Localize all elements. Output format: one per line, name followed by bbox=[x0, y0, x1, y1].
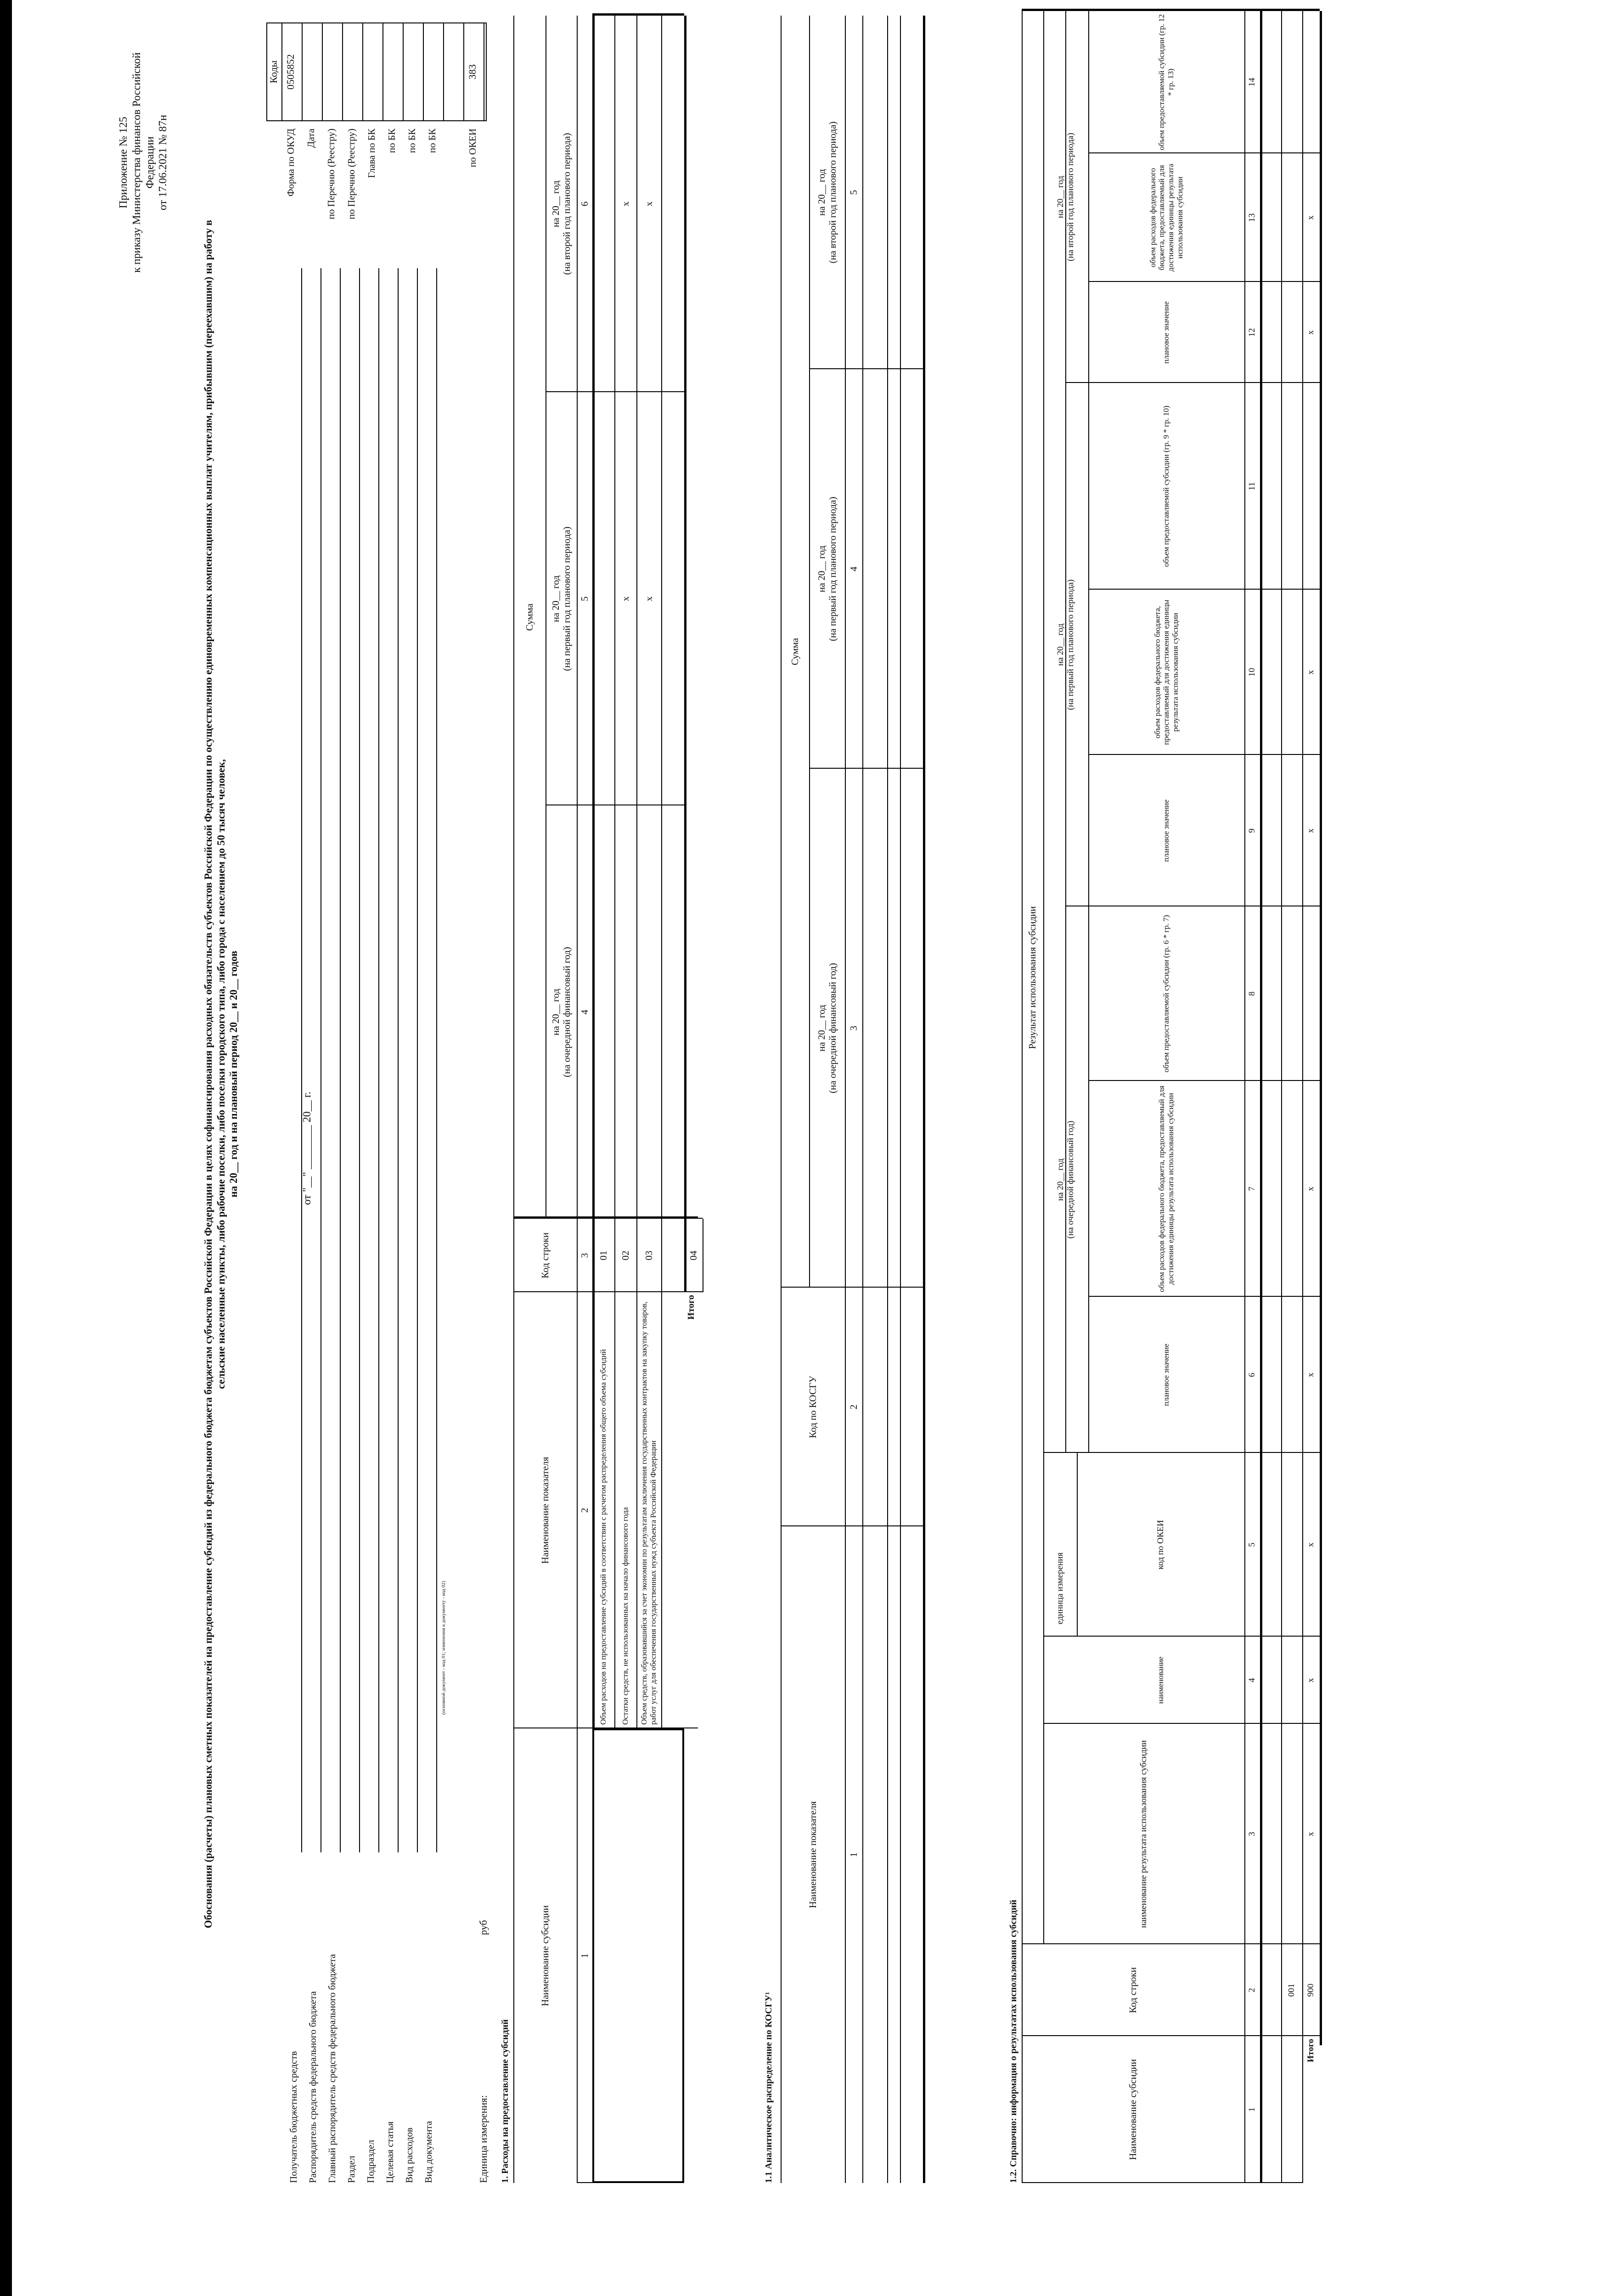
sec12-total-code: 900 bbox=[1306, 1983, 1316, 1997]
table-rule bbox=[378, 268, 379, 1852]
sec12-total-x: x bbox=[1306, 1678, 1316, 1683]
codes-label: Глава по БК bbox=[366, 129, 377, 178]
sec12-subcol: плановое значение bbox=[1162, 799, 1171, 862]
sec1-col-num: 4 bbox=[579, 1009, 590, 1015]
sec1-col-sum: Сумма bbox=[523, 603, 535, 631]
sec12-total-x: x bbox=[1306, 828, 1316, 833]
table-rule bbox=[900, 16, 901, 2183]
sec11-col-num: 2 bbox=[848, 1404, 859, 1410]
table-rule bbox=[417, 268, 418, 1852]
sec12-row-code: 001 bbox=[1287, 1983, 1297, 1997]
sec12-col-y2-year: на 20__ год bbox=[1056, 623, 1066, 666]
sec11-col-y3 bbox=[809, 16, 845, 369]
sec11-col-kosgu: Код по КОСГУ bbox=[807, 1376, 818, 1438]
section12-title: 1.2. Справочно: информация о результатах использования субсидий bbox=[1008, 1900, 1018, 2183]
sec1-col-y3-year: на 20__ год bbox=[550, 180, 561, 227]
sec12-col-num: 1 bbox=[1247, 2107, 1257, 2112]
sec12-col-result-name: наименование результата использования субсидии bbox=[1139, 1740, 1149, 1928]
sec1-row-code: 03 bbox=[643, 1250, 654, 1261]
sec12-col-y2-period: (на первый год планового периода) bbox=[1066, 579, 1075, 710]
sec12-col-y1-year: на 20__ год bbox=[1056, 1158, 1066, 1201]
sec11-col-y1 bbox=[809, 769, 845, 1288]
codes-value bbox=[422, 23, 442, 121]
table-rule bbox=[684, 1291, 703, 1292]
sec1-col-y1-period: (на очередной финансовый год) bbox=[561, 947, 572, 1077]
sec12-col-num: 14 bbox=[1247, 78, 1257, 87]
codes-label: по Перечню (Реестру) bbox=[325, 129, 337, 219]
section1-title: 1. Расходы на предоставление субсидий bbox=[500, 2019, 510, 2183]
title-date: от "__" ________ 20__ г. bbox=[301, 1092, 313, 1205]
scan-edge-top bbox=[0, 0, 12, 2296]
table-rule bbox=[1260, 11, 1262, 2183]
sec11-col-y2-period: (на первый год планового периода) bbox=[827, 496, 838, 642]
sec11-col-sum: Сумма bbox=[789, 638, 800, 665]
sec1-row-y1 bbox=[636, 805, 661, 1219]
appendix-date: от 17.06.2021 № 87н bbox=[157, 115, 169, 210]
field-label-section: Раздел bbox=[345, 2155, 357, 2183]
sec12-col-y2 bbox=[1043, 383, 1088, 906]
table-rule bbox=[862, 16, 863, 2183]
sec12-col-unit-okei: код по ОКЕИ bbox=[1155, 1520, 1165, 1570]
codes-header: Коды bbox=[268, 60, 279, 84]
sec12-total-x: x bbox=[1306, 215, 1316, 220]
sec12-subcol: объем расходов федерального бюджета, предоставляемый для достижения единицы результата использования субсидии bbox=[1157, 1086, 1175, 1292]
page-title bbox=[202, 29, 240, 2119]
sec1-row-y2 bbox=[592, 392, 614, 805]
sec11-col-num: 3 bbox=[848, 1025, 859, 1031]
sec11-col-num: 4 bbox=[848, 566, 859, 572]
codes-label: по БК bbox=[386, 129, 397, 153]
sec12-total-x: x bbox=[1306, 1187, 1316, 1191]
sec1-row-y1 bbox=[614, 805, 636, 1219]
sec1-row-code: 01 bbox=[597, 1250, 609, 1261]
sec12-subcol: плановое значение bbox=[1162, 1344, 1171, 1406]
sec12-col-y3 bbox=[1043, 11, 1088, 383]
sec1-row-name: Объем средств, образовавшийся за счет экономии по результатам заключения государственных контрактов на закупку товаров, работ услуг для обеспечения государственных нужд субъекта Российской Федерации bbox=[640, 1301, 658, 1725]
sec12-col-code: Код строки bbox=[1127, 1967, 1139, 2013]
sec12-col-num: 13 bbox=[1247, 213, 1257, 222]
codes-label: Форма по ОКУД bbox=[285, 129, 296, 197]
codes-label: по БК bbox=[406, 129, 417, 153]
sec1-row-y3 bbox=[592, 16, 614, 392]
sec11-col-y3-period: (на второй год планового периода) bbox=[827, 121, 838, 264]
field-label-recipient: Получатель бюджетных средств bbox=[287, 2051, 299, 2183]
codes-label bbox=[442, 126, 462, 291]
sec12-subcol: объем расходов федерального бюджета, предоставляемый для достижения единицы результата использования субсидии bbox=[1153, 599, 1180, 745]
sec1-col-y3-period: (на второй год планового периода) bbox=[561, 133, 572, 275]
sec1-col-num: 2 bbox=[579, 1508, 590, 1513]
table-rule bbox=[436, 268, 437, 1852]
sec12-subcol: объем предоставляемой субсидии (гр. 12 * гр. 13) bbox=[1157, 14, 1175, 151]
sec1-row-y2: x bbox=[619, 596, 631, 602]
sec12-col-y3-year: на 20__ год bbox=[1056, 175, 1066, 219]
field-label-doc-type: Вид документа bbox=[422, 2121, 434, 2183]
doc-type-note: (основной документ - код 01; изменения к документу - код 02) bbox=[441, 1581, 446, 1715]
sec11-col-y3-year: на 20__ год bbox=[816, 169, 827, 216]
table-rule bbox=[1281, 11, 1282, 2183]
sec12-col-num: 8 bbox=[1247, 991, 1257, 996]
table-rule bbox=[340, 268, 341, 1852]
table-rule bbox=[887, 16, 888, 2183]
sec12-col-y1-period: (на очередной финансовый год) bbox=[1066, 1120, 1075, 1239]
codes-value bbox=[301, 23, 321, 121]
sec11-col-indicator: Наименование показателя bbox=[807, 1801, 818, 1908]
sec11-col-y1-year: на 20__ год bbox=[816, 1005, 827, 1052]
appendix-number: Приложение № 125 bbox=[118, 117, 129, 208]
sec1-total-label: Итого bbox=[686, 1295, 696, 1320]
sec1-row-code: 02 bbox=[619, 1250, 631, 1261]
sec12-subcol: объем расходов федерального бюджета, предоставляемый для достижения единицы результата использования субсидии bbox=[1148, 163, 1184, 272]
sec12-total-x: x bbox=[1306, 670, 1316, 675]
sec12-col-num: 9 bbox=[1247, 828, 1257, 833]
sec12-col-subsidy: Наименование субсидии bbox=[1127, 2059, 1139, 2160]
sec1-col-num: 6 bbox=[579, 201, 590, 207]
codes-value bbox=[321, 23, 341, 121]
sec1-col-y3 bbox=[546, 16, 577, 392]
field-label-target-item: Целевая статья bbox=[384, 2121, 395, 2183]
sec12-total-label: Итого bbox=[1306, 2039, 1316, 2063]
sec12-col-num: 2 bbox=[1247, 1988, 1257, 1992]
sec12-subcol: объем предоставляемой субсидии (гр. 9 * гр. 10) bbox=[1162, 405, 1171, 567]
table-rule bbox=[301, 268, 302, 1852]
sec12-col-y1 bbox=[1043, 906, 1088, 1453]
field-label-expense-type: Вид расходов bbox=[403, 2127, 415, 2183]
codes-value bbox=[402, 23, 422, 121]
sec1-col-y2-period: (на первый год планового периода) bbox=[561, 526, 572, 671]
title-line2: сельские населенные пункты, либо рабочие поселки, либо поселки городского типа, либо города с населением до 50 тысяч человек, bbox=[215, 759, 227, 1389]
appendix-order: к приказу Министерства финансов Российской Федерации bbox=[130, 52, 156, 273]
sec11-col-num: 1 bbox=[848, 1852, 859, 1857]
sec12-col-num: 5 bbox=[1247, 1542, 1257, 1547]
table-rule bbox=[661, 16, 662, 1728]
sec1-row-y3: x bbox=[643, 201, 654, 207]
sec1-col-subsidy: Наименование субсидии bbox=[539, 1905, 551, 2006]
sec12-total-x: x bbox=[1306, 1832, 1316, 1836]
codes-label: по ОКЕИ bbox=[467, 129, 478, 168]
sec11-col-y2 bbox=[809, 369, 845, 769]
table-rule bbox=[684, 1218, 703, 1219]
sec1-col-y1 bbox=[546, 805, 577, 1219]
sec1-col-num: 3 bbox=[579, 1253, 590, 1258]
sec12-col-y3-period: (на второй год планового периода) bbox=[1066, 133, 1075, 261]
title-line1: Обоснования (расчеты) плановых сметных показателей на предоставление субсидий из федерального бюджета бюджетам субъектов Российской Федерации в целях софинансирования расходных обязательств субъектов Российской Федерации по осуществлению единовременных компенсационных выплат учителям, прибывшим (переехавшим) на работу в bbox=[202, 219, 214, 1929]
codes-value bbox=[382, 23, 402, 121]
codes-label: Дата bbox=[305, 129, 316, 148]
sec1-col-indicator: Наименование показателя bbox=[539, 1457, 551, 1564]
sec12-total-x: x bbox=[1306, 1542, 1316, 1547]
sec12-col-num: 11 bbox=[1247, 482, 1257, 491]
sec1-row-y2: x bbox=[643, 596, 654, 602]
codes-value bbox=[341, 23, 361, 121]
codes-value: 383 bbox=[467, 64, 478, 79]
codes-label: по Перечню (Реестру) bbox=[345, 129, 357, 219]
sec1-row-y3: x bbox=[619, 201, 631, 207]
unit-label: Единица измерения: bbox=[478, 2095, 489, 2183]
appendix-header bbox=[117, 34, 170, 291]
field-label-subsection: Подраздел bbox=[365, 2140, 376, 2183]
sec12-col-unit: единица измерения bbox=[1055, 1552, 1065, 1625]
codes-value bbox=[442, 23, 462, 121]
sec1-row-name: Остатки средств, не использованных на начало финансового года bbox=[621, 1507, 630, 1725]
codes-label: по БК bbox=[426, 129, 438, 153]
sec12-col-num: 7 bbox=[1247, 1187, 1257, 1191]
sec12-col-num: 10 bbox=[1247, 668, 1257, 677]
unit-value: руб bbox=[478, 1920, 489, 1935]
field-label-main-distributor: Главный распорядитель средств федерального бюджета bbox=[326, 1954, 338, 2183]
sec1-col-num: 1 bbox=[579, 1953, 590, 1958]
table-rule bbox=[923, 16, 925, 2183]
sec1-row-y1 bbox=[592, 805, 614, 1219]
sec11-col-y1-period: (на очередной финансовый год) bbox=[827, 963, 838, 1093]
table-rule bbox=[398, 268, 399, 1852]
sec1-col-y2 bbox=[546, 392, 577, 805]
sec1-col-y1-year: на 20__ год bbox=[550, 989, 561, 1035]
sec1-col-code: Код строки bbox=[539, 1232, 551, 1278]
table-rule bbox=[684, 16, 686, 1292]
sec1-subsidy-cell bbox=[592, 1728, 684, 2183]
table-rule bbox=[359, 268, 360, 1852]
field-label-distributor: Распорядитель средств федерального бюджета bbox=[307, 1991, 318, 2183]
sec12-col-num: 4 bbox=[1247, 1678, 1257, 1683]
sec12-subcol: плановое значение bbox=[1162, 301, 1171, 364]
sec12-subcol: объем предоставляемой субсидии (гр. 6 * гр. 7) bbox=[1162, 915, 1171, 1073]
sec12-col-num: 6 bbox=[1247, 1373, 1257, 1377]
sec1-col-num: 5 bbox=[579, 596, 590, 602]
sec12-total-x: x bbox=[1306, 1373, 1316, 1377]
table-rule bbox=[1320, 11, 1322, 2045]
table-rule bbox=[592, 13, 684, 16]
sec12-col-result: Результат использования субсидии bbox=[1027, 906, 1038, 1049]
title-line3: на 20__ год и на плановый период 20__ и 20__ годов bbox=[228, 951, 240, 1198]
codes-value: 0505852 bbox=[285, 54, 297, 90]
sec1-col-y2-year: на 20__ год bbox=[550, 575, 561, 622]
sec12-col-unit-name: наименование bbox=[1156, 1656, 1165, 1704]
sec12-total-x: x bbox=[1306, 330, 1316, 335]
sec11-col-num: 5 bbox=[848, 190, 859, 195]
sec1-row-name: Объем расходов на предоставление субсидий в соответствии с расчетом распределения общего объема субсидий bbox=[599, 1349, 608, 1725]
codes-value bbox=[361, 23, 382, 121]
sec12-col-num: 3 bbox=[1247, 1832, 1257, 1836]
sec1-total-code: 04 bbox=[687, 1250, 699, 1261]
section11-title: 1.1 Аналитическое распределение по КОСГУ¹ bbox=[764, 1992, 774, 2183]
sec11-col-y2-year: на 20__ год bbox=[816, 546, 827, 592]
sec12-col-num: 12 bbox=[1247, 328, 1257, 337]
